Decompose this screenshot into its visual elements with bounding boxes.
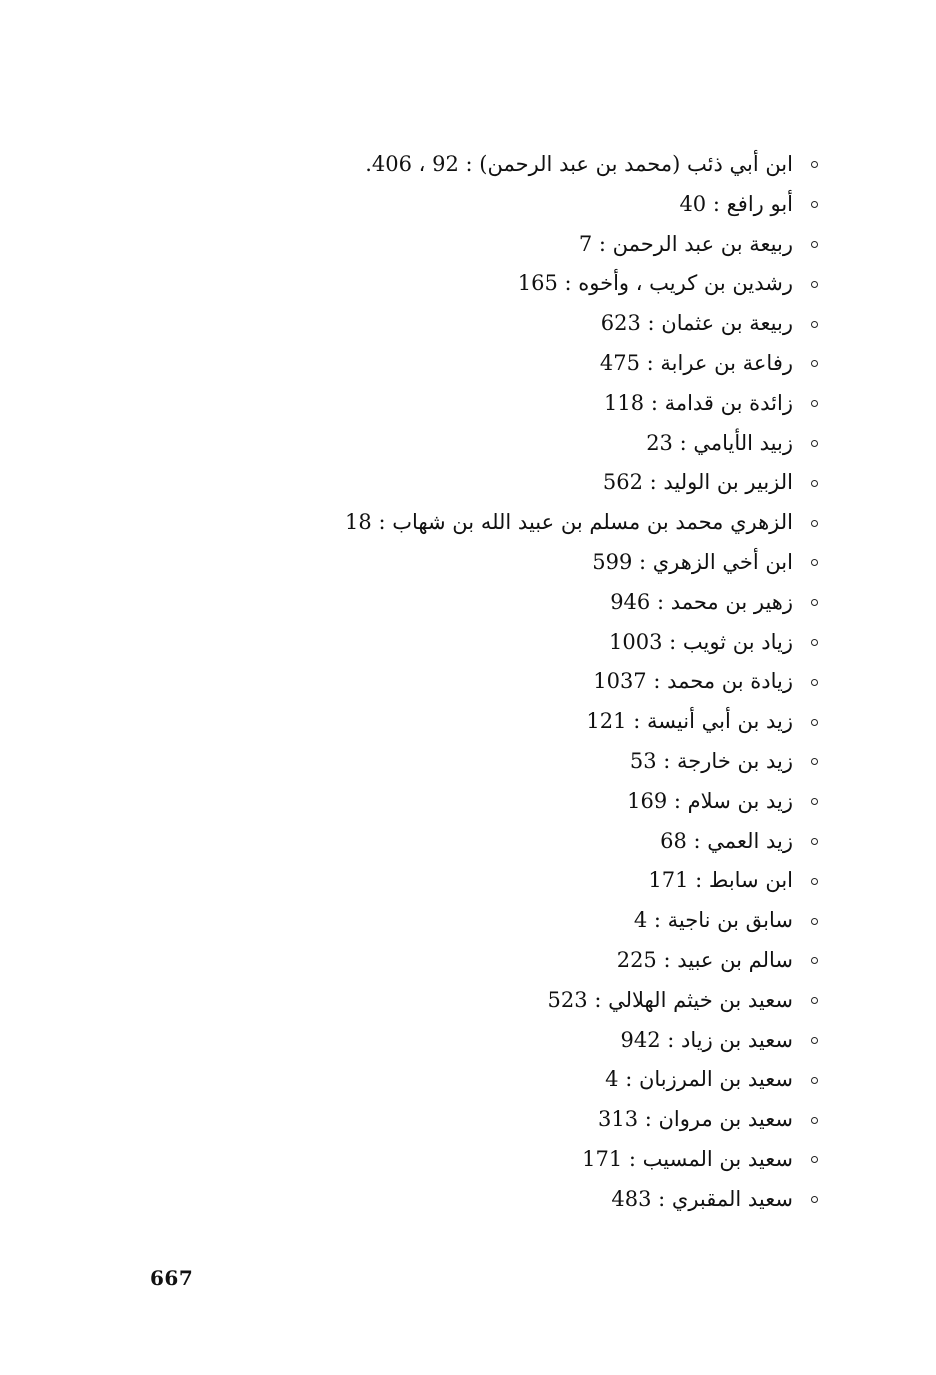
page-number: 667 [150,1266,194,1290]
bullet-icon [811,360,818,367]
entry-text: زيد العمي : 68 [660,828,793,853]
index-entry [118,463,818,503]
entry-text: زيادة بن محمد : 1037 [593,669,793,694]
entry-text: سعيد بن مروان : 313 [597,1107,793,1132]
index-entry [118,264,818,304]
entry-text: زيد بن خارجة : 53 [629,748,793,773]
index-entry [118,782,818,822]
index-entry [118,623,818,663]
entry-text: أبو رافع : 40 [679,191,793,216]
entry-text: سعيد بن خيثم الهلالي : 523 [547,987,793,1012]
index-entry [118,662,818,702]
index-entry [118,583,818,623]
entry-text: رشدين بن كريب ، وأخوه : 165 [517,271,793,296]
entry-text: ابن أخي الزهري : 599 [592,549,793,574]
bullet-icon [811,241,818,248]
bullet-icon [811,758,818,765]
entry-text: سالم بن عبيد : 225 [616,947,793,972]
entry-text: زيد بن أبي أنيسة : 121 [586,709,793,734]
entry-text: سابق بن ناجية : 4 [633,908,793,933]
bullet-icon [811,520,818,527]
entry-text: زيد بن سلام : 169 [627,788,793,813]
index-entry [118,344,818,384]
bullet-icon [811,1037,818,1044]
index-entry [118,543,818,583]
index-entry [118,1140,818,1180]
bullet-icon [811,321,818,328]
bullet-icon [811,1077,818,1084]
entry-text: ابن سابط : 171 [648,868,793,893]
entry-text: سعيد بن زياد : 942 [620,1027,793,1052]
index-entry [118,822,818,862]
index-entry [118,503,818,543]
entry-text: الزبير بن الوليد : 562 [602,470,793,495]
bullet-icon [811,878,818,885]
bullet-icon [811,400,818,407]
index-entry [118,1100,818,1140]
bullet-icon [811,1117,818,1124]
index-entry [118,185,818,225]
index-entry [118,981,818,1021]
entry-text: زبيد الأيامي : 23 [646,430,793,455]
index-entry [118,861,818,901]
bullet-icon [811,161,818,168]
entry-text: سعيد بن المسيب : 171 [582,1146,793,1171]
index-entry [118,384,818,424]
index-entry [118,1180,818,1220]
bullet-icon [811,639,818,646]
entry-text: زائدة بن قدامة : 118 [604,390,793,415]
bullet-icon [811,957,818,964]
index-entry [118,1060,818,1100]
index-entry [118,304,818,344]
entry-text: الزهري محمد بن مسلم بن عبيد الله بن شهاب : 18 [345,510,793,535]
bullet-icon [811,798,818,805]
entry-text: ربيعة بن عثمان : 623 [600,311,793,336]
bullet-icon [811,1196,818,1203]
index-entry [118,702,818,742]
entry-text: زياد بن ثويب : 1003 [609,629,793,654]
bullet-icon [811,997,818,1004]
bullet-icon [811,559,818,566]
entry-text: رفاعة بن عرابة : 475 [599,350,793,375]
bullet-icon [811,480,818,487]
index-entry [118,742,818,782]
bullet-icon [811,918,818,925]
entry-text: ابن أبي ذئب (محمد بن عبد الرحمن) : 92 ، 406. [365,152,793,176]
entry-text: سعيد المقبري : 483 [611,1186,793,1211]
bullet-icon [811,599,818,606]
index-entry [118,901,818,941]
bullet-icon [811,679,818,686]
bullet-icon [811,1156,818,1163]
bullet-icon [811,719,818,726]
entry-text: زهير بن محمد : 946 [610,589,793,614]
index-entry [118,1021,818,1061]
index-entry [118,225,818,265]
bullet-icon [811,201,818,208]
index-entry [118,941,818,981]
entry-text: ربيعة بن عبد الرحمن : 7 [578,231,793,256]
bullet-icon [811,440,818,447]
entry-text: سعيد بن المرزبان : 4 [605,1067,793,1092]
bullet-icon [811,838,818,845]
index-entry [118,424,818,464]
name-index-list [118,145,818,1220]
bullet-icon [811,281,818,288]
index-entry [118,145,818,185]
